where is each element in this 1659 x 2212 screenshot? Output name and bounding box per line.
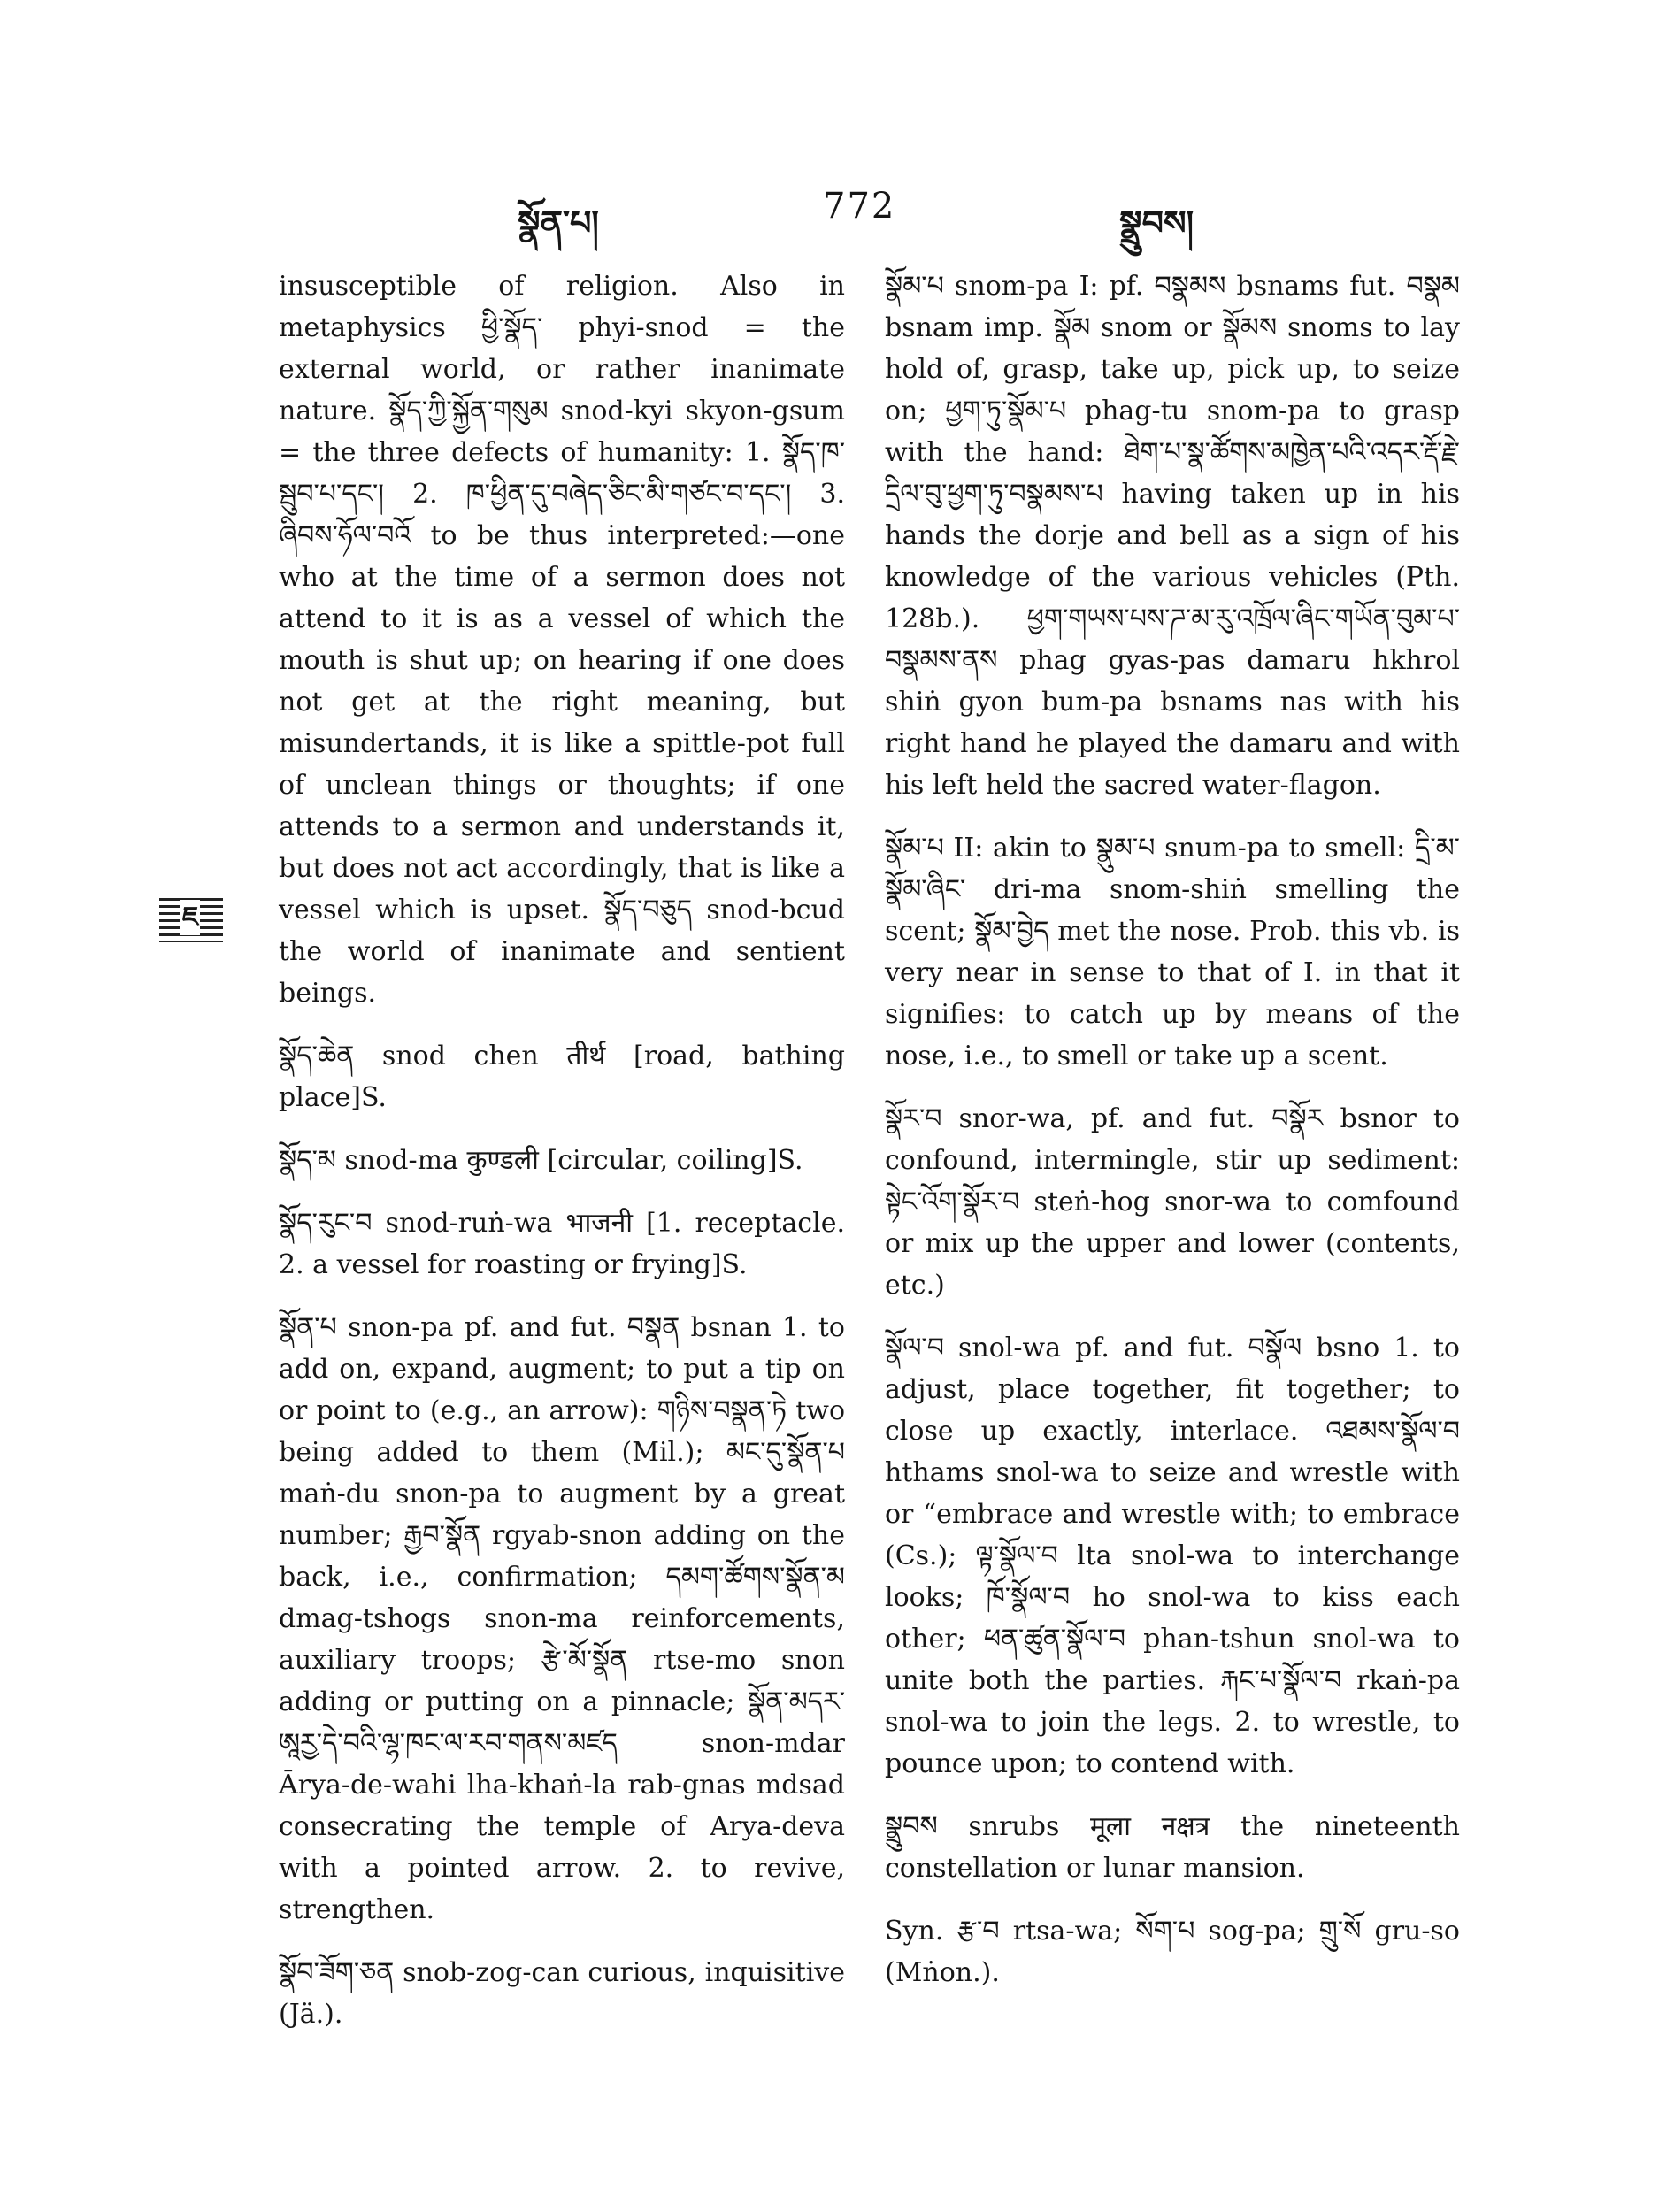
- right-column: [885, 265, 1460, 2015]
- entry-snod-continued: insusceptible of religion. Also in metaphysics ཕྱི་སྣོད་ phyi-snod = the external world, or rather inanimate nature. སྣོད་ཀྱི་སྐྱོན་གསུམ snod-kyi skyon-gsum = the three defects of humanity: 1. སྣོད་ཁ་སྦུབ་པ་དང་། 2. ཁ་ཕྱིན་དུ་བཞེད་ཅིང་མི་གཙང་བ་དང་། 3. ཞིབས་ཧོལ་བའོ to be thus interpreted:—one who at the time of a sermon does not attend to it is as a vessel of which the mouth is shut up; on hearing if one does not get at the right meaning, but misundertands, it is like a spittle-pot full of unclean things or thoughts; if one attends to a sermon and understands it, but does not act accordingly, that is like a vessel which is upset. སྣོད་བཅུད snod-bcud the world of inanimate and sentient beings.: [279, 271, 845, 1009]
- entry-snom-pa-2: སྣོམ་པ II: akin to སྣུམ་པ snum-pa to smell: དྲི་མ་སྣོམ་ཞིང་ dri-ma snom-shiṅ smelling the scent; སྣོམ་བྱེད met the nose. Prob. this vb. is very near in sense to that of I. in that it signifies: to catch up by means of the nose, i.e., to smell or take up a scent.: [885, 833, 1460, 1071]
- entry-snor-wa: སྣོར་བ snor-wa, pf. and fut. བསྣོར bsnor to confound, intermingle, stir up sediment: སྟེང་འོག་སྣོར་བ steṅ-hog snor-wa to comfound or mix up the upper and lower (contents, etc.): [885, 1103, 1460, 1301]
- right-running-headword: སྣྲུབས།: [1119, 203, 1194, 242]
- entry-snol-wa: སྣོལ་བ snol-wa pf. and fut. བསྣོལ bsno 1. to adjust, place together, fit together; to close up exactly, interlace. འཐམས་སྣོལ་བ hthams snol-wa to seize and wrestle with or “embrace and wrestle with; to embrace (Cs.); ལྟ་སྣོལ་བ lta snol-wa to interchange looks; ཁོ་སྣོལ་བ ho snol-wa to kiss each other; ཕན་ཚུན་སྣོལ་བ phan-tshun snol-wa to unite both the parties. རྐང་པ་སྣོལ་བ rkaṅ-pa snol-wa to join the legs. 2. to wrestle, to pounce upon; to contend with.: [885, 1333, 1460, 1779]
- entry-snod-run-wa: སྣོད་རུང་བ snod-ruṅ-wa भाजनी [1. receptacle. 2. a vessel for roasting or frying]S.: [279, 1208, 845, 1280]
- page-header: [0, 186, 1659, 242]
- margin-mark-glyph: ཇ: [180, 900, 200, 935]
- entry-snrubs: སྣྲུབས snrubs मूला नक्षत्र the nineteenth constellation or lunar mansion.: [885, 1811, 1460, 1884]
- entry-synonyms: Syn. རྩ་བ rtsa-wa; སོག་པ sog-pa; གྲུ་སོ gru-so (Mṅon.).: [885, 1916, 1460, 1988]
- entry-snod-chen: སྣོད་ཆེན snod chen तीर्थ [road, bathing place]S.: [279, 1041, 845, 1113]
- entry-snom-pa-1: སྣོམ་པ snom-pa I: pf. བསྣམས bsnams fut. བསྣམ bsnam imp. སྣོམ snom or སྣོམས snoms to lay hold of, grasp, take up, pick up, to seize on; ཕྱག་ཏུ་སྣོམ་པ phag-tu snom-pa to grasp with the hand: ཐེག་པ་སྣ་ཚོགས་མཁྱེན་པའི་འདར་རྡོ་རྗེ་དྲིལ་བུ་ཕྱག་ཏུ་བསྣམས་པ having taken up in his hands the dorje and bell as a sign of his knowledge of the various vehicles (Pth. 128b.). ཕྱག་གཡས་པས་ཌ་མ་རུ་འཁྲོལ་ཞིང་གཡོན་བུམ་པ་བསྣམས་ནས phag gyas-pas damaru hkhrol shiṅ gyon bum-pa bsnams nas with his right hand he played the damaru and with his left held the sacred water-flagon.: [885, 271, 1460, 801]
- left-running-headword: སྣོན་པ།: [518, 203, 599, 242]
- left-column: [279, 265, 845, 2056]
- margin-mark: [159, 898, 223, 942]
- entry-snon-pa: སྣོན་པ snon-pa pf. and fut. བསྣན bsnan 1. to add on, expand, augment; to put a tip on or point to (e.g., an arrow): གཉིས་བསྣན་ཏེ two being added to them (Mil.); མང་དུ་སྣོན་པ maṅ-du snon-pa to augment by a great number; རྒྱབ་སྣོན rgyab-snon adding on the back, i.e., confirmation; དམག་ཚོགས་སྣོན་མ dmag-tshogs snon-ma reinforcements, auxiliary troops; རྩེ་མོ་སྣོན rtse-mo snon adding or putting on a pinnacle; སྣོན་མདར་ཨཱརྱ་དེ་བའི་ལྷ་ཁང་ལ་རབ་གནས་མཛད snon-mdar Ārya-de-wahi lha-khaṅ-la rab-gnas mdsad consecrating the temple of Arya-deva with a pointed arrow. 2. to revive, strengthen.: [279, 1312, 845, 1925]
- entry-snob-zog-can: སྣོབ་ཟོག་ཅན snob-zog-can curious, inquisitive (Jä.).: [279, 1957, 845, 2030]
- page-number: 772: [823, 186, 896, 227]
- entry-snod-ma: སྣོད་མ snod-ma कुण्डली [circular, coiling]S.: [279, 1145, 803, 1176]
